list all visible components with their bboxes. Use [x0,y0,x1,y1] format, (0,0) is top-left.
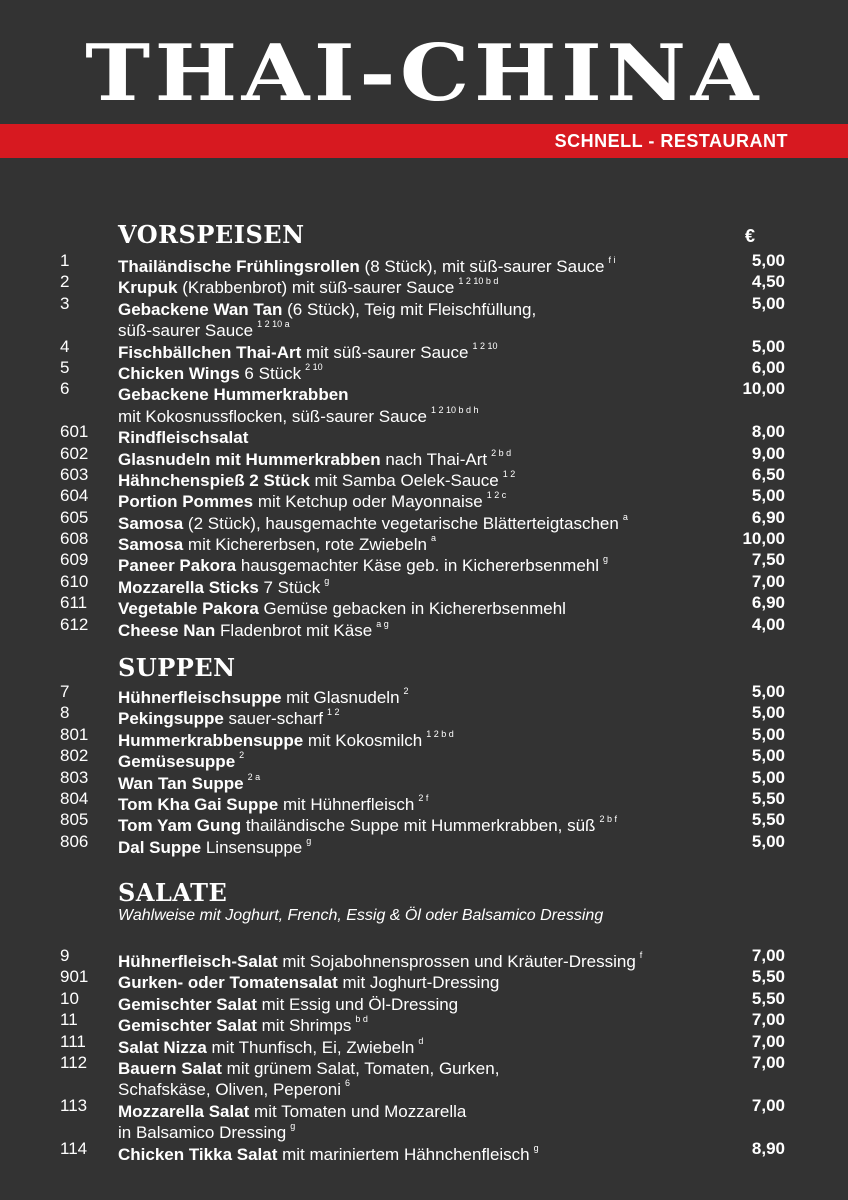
item-number: 6 [60,379,70,399]
item-price: 5,00 [751,336,785,356]
item-details: (8 Stück), mit süß-saurer Sauce [359,257,605,276]
menu-item-row [0,293,848,319]
item-number: 609 [60,550,89,570]
item-price: 8,00 [751,422,785,442]
item-price: 5,50 [751,988,785,1008]
item-allergens: 6 [345,1078,351,1089]
item-name: Cheese Nan [118,620,216,640]
item-details: mit Glasnudeln [281,688,400,707]
item-price: 5,00 [751,703,785,723]
item-name: Glasnudeln mit Hummerkrabben [118,449,381,469]
salate-list [0,945,848,1164]
item-price: 10,00 [742,529,785,549]
section-title-salate: SALATE [118,878,228,907]
item-number: 801 [60,724,89,744]
item-name: Salat Nizza [118,1037,207,1057]
item-number: 11 [60,1010,78,1030]
item-details: sauer-scharf [223,709,324,729]
item-description [118,831,311,858]
item-details: 6 Stück [239,363,302,383]
item-number: 5 [60,357,70,377]
item-allergens: 1 2 c [486,490,507,501]
item-details: thailändische Suppe mit Hummerkrabben, süß [241,816,596,836]
menu-item-row [0,767,848,793]
menu-item-row [0,724,848,750]
item-name: Fischbällchen Thai-Art [118,342,302,362]
item-price: 7,00 [751,1052,785,1072]
section-title-suppen: SUPPEN [118,653,236,682]
item-details: mit Kokosmilch [303,730,423,750]
item-number: 1 [60,251,70,270]
item-number: 610 [60,571,89,591]
item-number: 2 [60,272,70,292]
item-number: 802 [60,746,89,766]
item-allergens: a [622,511,628,522]
item-details: mit Joghurt-Dressing [337,973,500,993]
item-price: 4,50 [751,272,785,292]
item-number: 8 [60,703,70,723]
item-price: 5,00 [751,486,785,506]
menu-item-row [0,421,848,448]
item-name: Thailändische Frühlingsrollen [118,257,360,276]
item-details: mit Tomaten und Mozzarella [249,1101,467,1121]
item-price: 5,50 [751,788,785,808]
item-price: 9,00 [751,443,785,463]
item-details: mit Ketchup oder Mayonnaise [253,492,483,512]
item-allergens: 1 2 10 b d [458,276,499,287]
menu-item-row [0,528,848,555]
item-allergens: 2 [403,686,409,696]
item-name: Tom Kha Gai Suppe [118,794,279,814]
item-details: Gemüse gebacken in Kichererbsenmehl [258,599,566,619]
item-name: Gemüsesuppe [118,752,236,772]
item-details: mit mariniertem Hähnchenfleisch [277,1144,530,1164]
menu-item-row [0,464,848,490]
menu-item-row [0,1095,848,1121]
item-details: mit Shrimps [256,1016,352,1036]
item-allergens: f [639,950,643,960]
item-allergens: 1 2 b d [426,728,454,739]
item-name: Rindfleischsalat [118,428,249,448]
item-details: mit grünem Salat, Tomaten, Gurken, [221,1058,500,1078]
item-details: mit Kokosnussflocken, süß-saurer Sauce [118,406,427,426]
item-allergens: b d [355,1014,368,1025]
item-number: 604 [60,486,89,506]
item-details: in Balsamico Dressing [118,1123,287,1143]
item-details: (6 Stück), Teig mit Fleischfüllung, [282,299,537,319]
item-number: 3 [60,293,70,313]
item-details: (2 Stück), hausgemachte vegetarische Blätterteigtaschen [183,513,619,533]
item-name: Paneer Pakora [118,556,237,576]
item-name: Gebackene Wan Tan [118,299,283,319]
item-allergens: g [306,835,312,846]
menu-item-row [0,507,848,533]
item-name: Samosa [118,513,184,533]
item-number: 608 [60,529,89,549]
item-price: 7,00 [751,1031,785,1051]
item-allergens: 2 10 [305,361,323,372]
menu-item-row [0,571,848,597]
item-price: 10,00 [742,379,785,399]
item-details: Fladenbrot mit Käse [215,620,373,640]
item-details: mit Hühnerfleisch [278,794,415,814]
item-name: Mozzarella Salat [118,1101,250,1121]
menu-item-row [0,485,848,512]
item-price: 7,00 [751,1010,785,1030]
item-price: 5,00 [751,831,785,851]
item-allergens: 1 2 [327,707,340,718]
item-allergens: 1 2 10 [472,340,498,351]
restaurant-subtitle: SCHNELL - RESTAURANT [554,131,788,151]
item-details: süß-saurer Sauce [118,321,254,341]
menu-item-row [0,702,848,729]
item-allergens: 2 f [418,792,429,803]
item-allergens: 1 2 10 a [257,319,290,330]
header-band [0,124,848,158]
menu-item-row [0,314,848,341]
item-price: 6,00 [751,357,785,377]
menu-item-row [0,745,848,772]
menu-item-row [0,250,848,276]
item-details: mit Samba Oelek-Sauce [309,470,499,490]
item-details: Schafskäse, Oliven, Peperoni [118,1080,342,1100]
item-name: Bauern Salat [118,1058,222,1078]
menu-item-row [0,988,848,1014]
menu-item-row [0,549,848,576]
item-allergens: g [603,554,609,565]
item-name: Samosa [118,535,184,555]
menu-item-row [0,1138,848,1164]
item-number: 804 [60,788,89,808]
item-number: 111 [60,1031,86,1051]
item-name: Dal Suppe [118,837,202,857]
item-price: 5,00 [751,724,785,744]
item-details: mit Thunfisch, Ei, Zwiebeln [206,1037,415,1057]
item-name: Chicken Tikka Salat [118,1144,278,1164]
item-allergens: f i [608,255,616,265]
item-number: 603 [60,464,89,484]
brand-logo: THAI-CHINA [85,28,763,119]
item-name: Hühnerfleischsuppe [118,688,282,707]
item-allergens: 2 [239,750,245,761]
item-allergens: 2 a [247,771,261,782]
menu-item-row [0,809,848,836]
menu-item-row [0,966,848,993]
item-details: mit Kichererbsen, rote Zwiebeln [183,535,427,555]
item-price: 8,90 [751,1138,785,1158]
menu-item-row [0,336,848,362]
item-number: 611 [60,593,88,613]
item-allergens: a [430,533,436,544]
item-price: 7,00 [751,1095,785,1115]
menu-item-row [0,1073,848,1100]
item-price: 5,00 [751,251,785,270]
item-number: 803 [60,767,89,787]
item-price: 6,90 [751,593,785,613]
item-allergens: 1 2 [502,468,516,479]
menu-item-row [0,681,848,707]
menu-item-row [0,831,848,857]
item-price: 7,50 [751,550,785,570]
item-name: Hähnchenspieß 2 Stück [118,470,310,490]
item-number: 806 [60,831,89,851]
item-price: 5,50 [751,967,785,987]
item-name: Gemischter Salat [118,1016,257,1036]
item-name: Gebackene Hummerkrabben [118,385,349,405]
item-number: 601 [60,422,89,442]
menu-item-row [0,945,848,971]
item-name: Krupuk [118,278,178,298]
item-allergens: d [418,1035,424,1046]
item-details: mit Sojabohnensprossen und Kräuter-Dressing [277,952,636,971]
item-name: Gemischter Salat [118,994,257,1014]
item-number: 901 [60,967,89,987]
menu-item-row [0,357,848,383]
item-number: 113 [60,1095,88,1115]
menu-item-row [0,1031,848,1057]
dressing-note: Wahlweise mit Joghurt, French, Essig & Öl oder Balsamico Dressing [118,907,604,924]
item-number: 4 [60,336,70,356]
item-name: Pekingsuppe [118,709,224,729]
item-details: hausgemachter Käse geb. in Kichererbsenmehl [236,556,600,576]
item-number: 112 [60,1052,88,1072]
item-price: 5,00 [751,293,785,313]
item-price: 5,00 [751,767,785,787]
item-price: 5,00 [751,746,785,766]
item-price: 6,50 [751,464,785,484]
item-price: 5,00 [751,682,785,701]
item-number: 612 [60,614,89,634]
menu-item-row [0,1009,848,1036]
item-name: Gurken- oder Tomatensalat [118,973,338,993]
item-number: 10 [60,988,79,1008]
item-name: Chicken Wings [118,363,240,383]
menu-item-row [0,614,848,640]
suppen-list [0,681,848,857]
menu-item-row [0,592,848,619]
item-number: 7 [60,682,70,701]
item-details: mit süß-saurer Sauce [301,342,469,362]
item-allergens: a g [376,618,389,629]
item-name: Hummerkrabbensuppe [118,730,304,750]
item-name: Mozzarella Sticks [118,577,259,597]
menu-item-row [0,443,848,469]
menu-item-row [0,400,848,426]
item-number: 602 [60,443,89,463]
menu-item-row [0,378,848,405]
item-allergens: 1 2 10 b d h [430,404,479,415]
section-title-vorspeisen: VORSPEISEN [118,220,305,249]
item-description [118,614,389,641]
vorspeisen-list [0,250,848,640]
item-description [118,1138,539,1165]
item-details: Linsensuppe [201,837,303,857]
menu-item-row [0,788,848,814]
item-name: Hühnerfleisch-Salat [118,952,278,971]
item-name: Vegetable Pakora [118,599,259,619]
menu-item-row [0,1116,848,1143]
item-number: 9 [60,946,70,965]
item-price: 7,00 [751,571,785,591]
item-allergens: 2 b d [491,447,512,458]
item-allergens: g [533,1142,539,1153]
item-number: 114 [60,1138,88,1158]
item-number: 605 [60,507,89,527]
menu-item-row [0,271,848,298]
item-price: 5,50 [751,810,785,830]
menu-item-row [0,1052,848,1078]
item-allergens: 2 b f [599,814,617,825]
currency-symbol: € [745,226,756,246]
item-price: 6,90 [751,507,785,527]
item-details: nach Thai-Art [380,449,488,469]
item-name: Portion Pommes [118,492,254,512]
item-name: Tom Yam Gung [118,816,242,836]
item-details: (Krabbenbrot) mit süß-saurer Sauce [177,278,455,298]
item-price: 7,00 [751,946,785,965]
item-number: 805 [60,810,89,830]
item-name: Wan Tan Suppe [118,773,244,793]
item-allergens: g [290,1121,296,1132]
item-details: mit Essig und Öl-Dressing [256,994,459,1014]
item-details: 7 Stück [258,577,321,597]
item-price: 4,00 [751,614,785,634]
item-allergens: g [324,575,330,586]
